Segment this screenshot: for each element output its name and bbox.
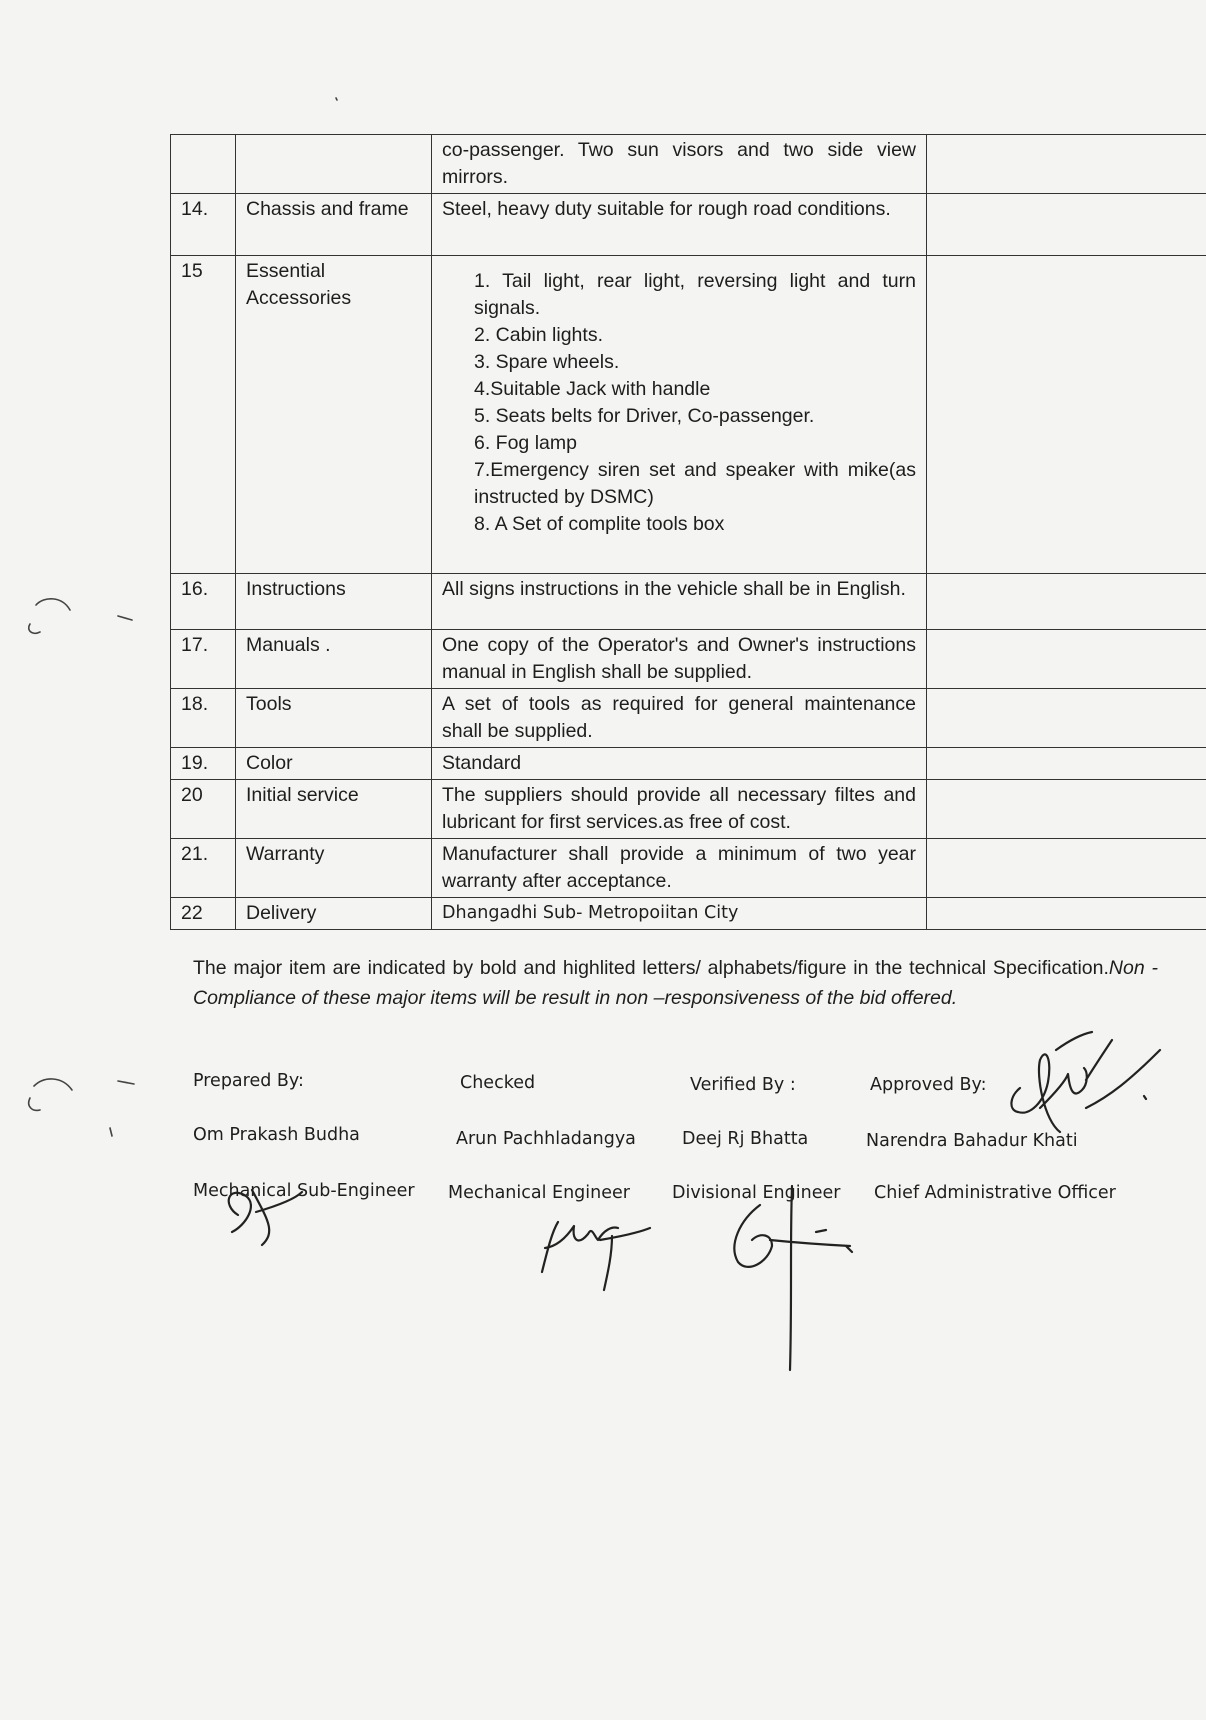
- row-number: 22: [171, 898, 236, 930]
- row-spec: Manufacturer shall provide a minimum of two year warranty after acceptance.: [432, 839, 927, 898]
- row-number: 16.: [171, 574, 236, 630]
- row-spec: One copy of the Operator's and Owner's instructions manual in English shall be supplied.: [432, 630, 927, 689]
- punch-hole-top-side: [29, 624, 40, 633]
- dot-mark: [336, 98, 337, 100]
- prepared-title: Mechanical Sub-Engineer: [193, 1181, 415, 1201]
- list-item: 5. Seats belts for Driver, Co-passenger.: [474, 405, 815, 427]
- row-item: Chassis and frame: [236, 194, 432, 256]
- row-spec: All signs instructions in the vehicle shall be in English.: [432, 574, 927, 630]
- row-number: 19.: [171, 748, 236, 780]
- row-number: 17.: [171, 630, 236, 689]
- row-item: Initial service: [236, 780, 432, 839]
- row-number: 20: [171, 780, 236, 839]
- row-item: Manuals .: [236, 630, 432, 689]
- row-item: Color: [236, 748, 432, 780]
- row-number: 15: [171, 256, 236, 574]
- punch-hole-bottom: [34, 1079, 72, 1090]
- list-item: 1. Tail light, rear light, reversing light and turn signals.: [474, 270, 916, 319]
- checked-role: Checked: [460, 1073, 536, 1093]
- row-spec: A set of tools as required for general maintenance shall be supplied.: [432, 689, 927, 748]
- row-spec: Dhangadhi Sub- Metropoiitan City: [432, 898, 927, 930]
- checked-name: Arun Pachhladangya: [456, 1129, 636, 1149]
- dash-mark-bottom: [118, 1081, 134, 1084]
- note-italic: Non -Compliance of these major items will be result in non –responsiveness of the bid offered.: [193, 957, 1158, 1009]
- approved-title: Chief Administrative Officer: [874, 1183, 1116, 1203]
- verified-title: Divisional Engineer: [672, 1183, 841, 1203]
- row-number: 14.: [171, 194, 236, 256]
- note-normal: The major item are indicated by bold and highlited letters/ alphabets/figure in the technical Specification.: [193, 957, 1109, 979]
- approved-name: Narendra Bahadur Khati: [866, 1131, 1078, 1151]
- list-item: 4.Suitable Jack with handle: [474, 378, 711, 400]
- list-item: 2. Cabin lights.: [474, 324, 603, 346]
- row-item: Instructions: [236, 574, 432, 630]
- dash-mark-top: [118, 616, 132, 620]
- row-spec: Steel, heavy duty suitable for rough road conditions.: [432, 194, 927, 256]
- row-spec: Standard: [432, 748, 927, 780]
- punch-hole-bottom-side: [29, 1098, 40, 1110]
- row-item: Essential Accessories: [236, 256, 432, 574]
- row-item: Delivery: [236, 898, 432, 930]
- row-item: Tools: [236, 689, 432, 748]
- row-spec: co-passenger. Two sun visors and two side view mirrors.: [432, 135, 927, 194]
- punch-hole-top: [36, 599, 70, 610]
- row-number: 18.: [171, 689, 236, 748]
- list-item: 8. A Set of complite tools box: [474, 513, 725, 535]
- list-item: 3. Spare wheels.: [474, 351, 620, 373]
- verified-role: Verified By :: [690, 1075, 796, 1095]
- list-item: 7.Emergency siren set and speaker with mike(as instructed by DSMC): [474, 459, 916, 508]
- verified-name: Deej Rj Bhatta: [682, 1129, 809, 1149]
- row-item: Warranty: [236, 839, 432, 898]
- row-spec: The suppliers should provide all necessary filtes and lubricant for first services.as free of cost.: [432, 780, 927, 839]
- list-item: 6. Fog lamp: [474, 432, 577, 454]
- prepared-role: Prepared By:: [193, 1071, 304, 1091]
- tick-mark: [110, 1128, 112, 1136]
- checked-title: Mechanical Engineer: [448, 1183, 630, 1203]
- prepared-name: Om Prakash Budha: [193, 1125, 360, 1145]
- row-number: 21.: [171, 839, 236, 898]
- approved-role: Approved By:: [870, 1075, 987, 1095]
